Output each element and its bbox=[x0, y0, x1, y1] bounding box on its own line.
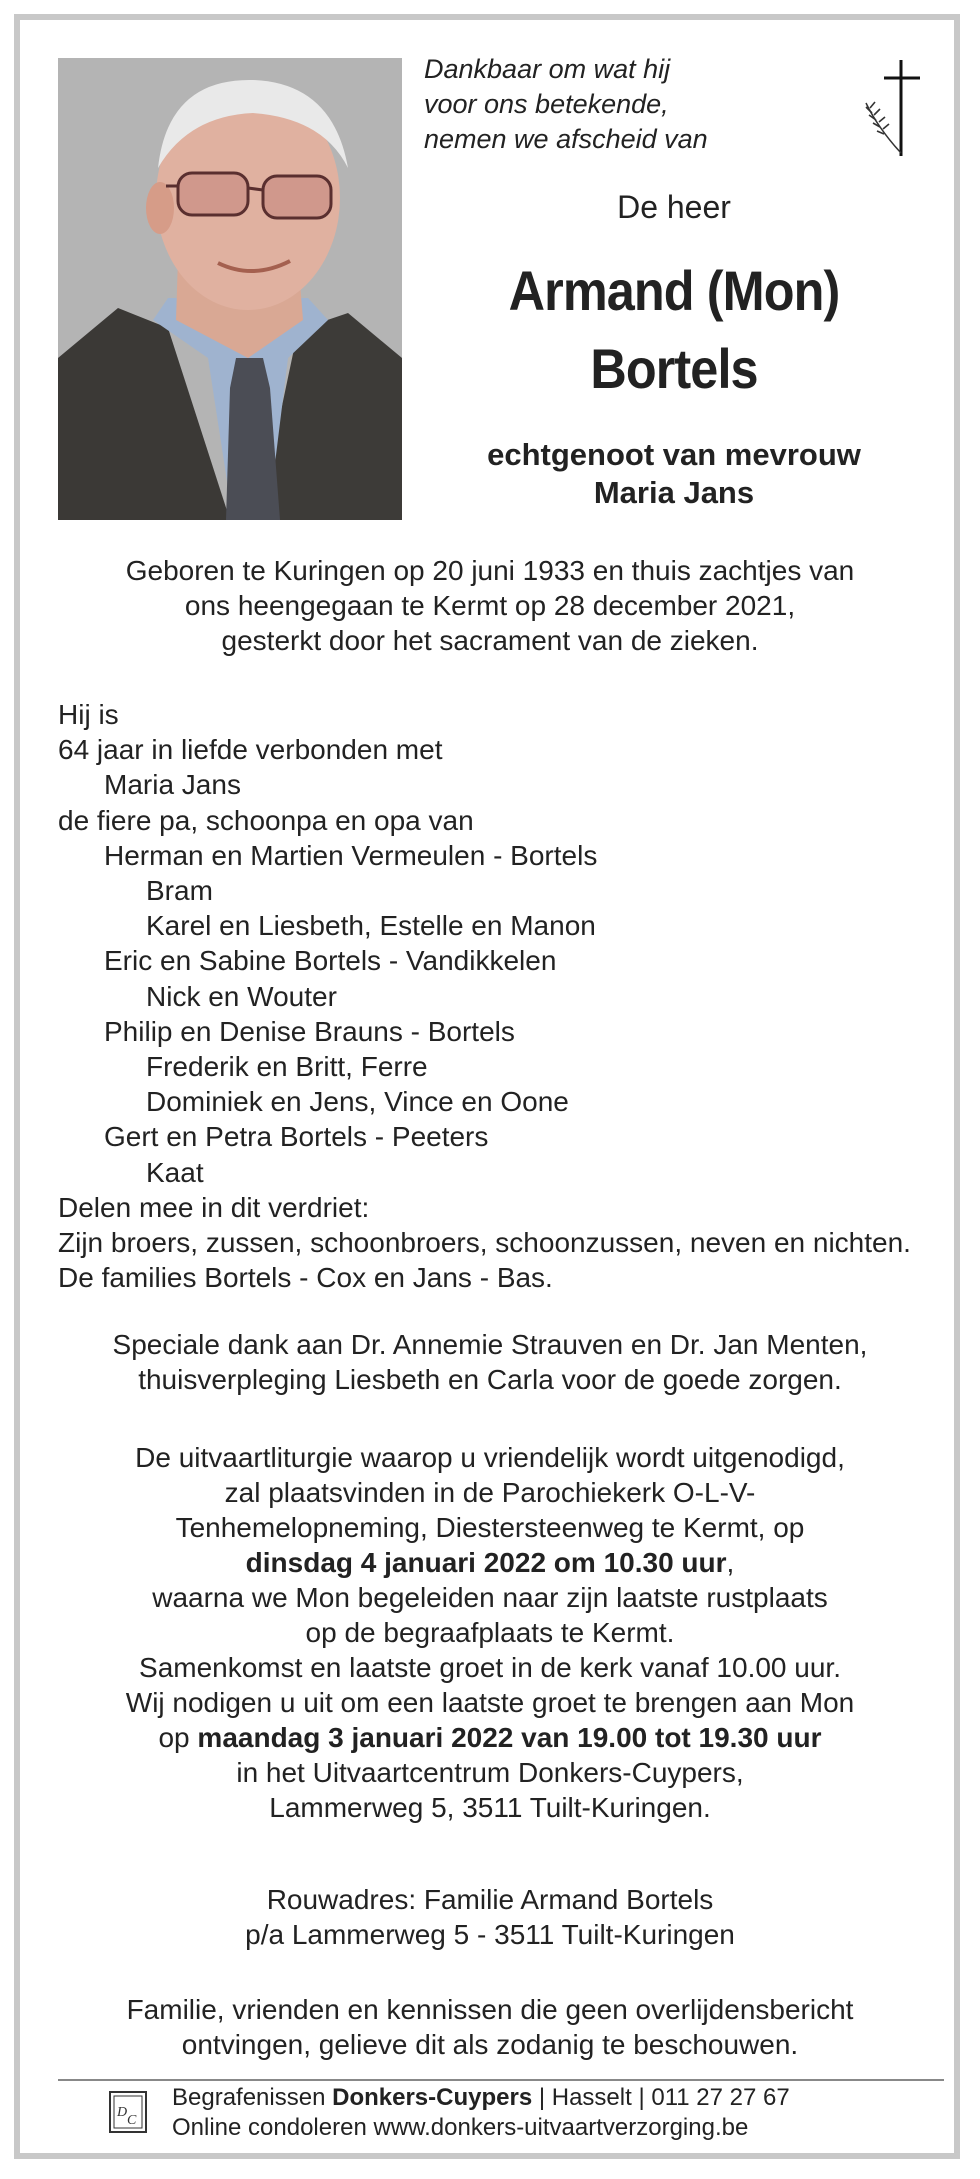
spouse-line: Maria Jans bbox=[593, 475, 755, 510]
liturgy-line: op de begraafplaats te Kermt. bbox=[305, 1617, 675, 1648]
footer-online[interactable]: Online condoleren www.donkers-uitvaartverzorging.be bbox=[172, 2114, 749, 2141]
grandchildren: Nick en Wouter bbox=[146, 980, 337, 1012]
closing-line: Familie, vrienden en kennissen die geen overlijdensbericht bbox=[126, 1994, 854, 2025]
marriage-years: 64 jaar in liefde verbonden met bbox=[58, 734, 443, 766]
thanks-text bbox=[40, 1327, 940, 1397]
parent-line: de fiere pa, schoonpa en opa van bbox=[58, 804, 474, 836]
footer-company: Donkers-Cuypers bbox=[332, 2084, 533, 2111]
grandchildren: Frederik en Britt, Ferre bbox=[146, 1051, 428, 1083]
grandchildren: Bram bbox=[146, 875, 213, 907]
footer-prefix: Begrafenissen bbox=[172, 2084, 333, 2111]
opening-text bbox=[424, 52, 754, 157]
liturgy-line: Wij nodigen u uit om een laatste groet te brengen aan Mon bbox=[125, 1687, 855, 1718]
portrait-photo bbox=[58, 58, 402, 520]
funeral-home-logo bbox=[108, 2090, 148, 2134]
child-couple: Philip en Denise Brauns - Bortels bbox=[104, 1015, 515, 1047]
funeral-date-bold: dinsdag 4 januari 2022 om 10.30 uur bbox=[245, 1547, 727, 1578]
grandchildren: Kaat bbox=[146, 1156, 204, 1188]
liturgy-line: Samenkomst en laatste groet in de kerk vanaf 10.00 uur. bbox=[139, 1652, 841, 1683]
address-line: Rouwadres: Familie Armand Bortels bbox=[266, 1884, 714, 1915]
child-couple: Gert en Petra Bortels - Peeters bbox=[104, 1121, 489, 1153]
thanks-line: Speciale dank aan Dr. Annemie Strauven en Dr. Jan Menten, bbox=[112, 1329, 868, 1360]
svg-text:D: D bbox=[117, 2105, 128, 2120]
liturgy-line: in het Uitvaartcentrum Donkers-Cuypers, bbox=[236, 1757, 744, 1788]
funeral-date-suffix: , bbox=[726, 1547, 735, 1578]
family-intro: Hij is bbox=[58, 699, 119, 730]
families-line: De families Bortels - Cox en Jans - Bas. bbox=[58, 1262, 553, 1294]
closing-line: ontvingen, gelieve dit als zodanig te beschouwen. bbox=[181, 2029, 799, 2060]
name-line: Armand (Mon) bbox=[508, 259, 840, 322]
svg-text:C: C bbox=[127, 2113, 137, 2128]
birth-line: gesterkt door het sacrament van de zieken. bbox=[221, 625, 759, 656]
liturgy-line: Lammerweg 5, 3511 Tuilt-Kuringen. bbox=[269, 1792, 711, 1823]
opening-line: voor ons betekende, bbox=[424, 89, 669, 119]
grandchildren: Dominiek en Jens, Vince en Oone bbox=[146, 1086, 569, 1118]
footer-company-line bbox=[172, 2083, 790, 2113]
deceased-name bbox=[449, 252, 899, 408]
birth-line: ons heengegaan te Kermt op 28 december 2021, bbox=[184, 590, 796, 621]
liturgy-line: waarna we Mon begeleiden naar zijn laatste rustplaats bbox=[152, 1582, 828, 1613]
visitation-prefix: op bbox=[158, 1722, 198, 1753]
footer bbox=[172, 2083, 790, 2143]
liturgy-line: Tenhemelopneming, Diestersteenweg te Kermt, op bbox=[175, 1512, 805, 1543]
siblings-line: Zijn broers, zussen, schoonbroers, schoonzussen, neven en nichten. bbox=[58, 1227, 911, 1259]
liturgy-line: De uitvaartliturgie waarop u vriendelijk wordt uitgenodigd, bbox=[135, 1442, 845, 1473]
opening-line: nemen we afscheid van bbox=[424, 124, 708, 154]
liturgy-line: zal plaatsvinden in de Parochiekerk O-L-V- bbox=[224, 1477, 756, 1508]
spouse-info bbox=[424, 436, 924, 512]
cross-icon bbox=[858, 58, 930, 158]
honorific: De heer bbox=[617, 189, 731, 225]
funeral-details bbox=[40, 1440, 940, 1825]
closing-text bbox=[40, 1992, 940, 2062]
visitation-date bbox=[40, 1720, 940, 1755]
spouse-name: Maria Jans bbox=[104, 769, 241, 801]
opening-line: Dankbaar om wat hij bbox=[424, 54, 671, 84]
name-line: Bortels bbox=[590, 337, 758, 400]
spouse-line: echtgenoot van mevrouw bbox=[487, 437, 861, 472]
family-list bbox=[58, 697, 938, 1295]
address-line: p/a Lammerweg 5 - 3511 Tuilt-Kuringen bbox=[245, 1919, 735, 1950]
footer-contact: | Hasselt | 011 27 27 67 bbox=[532, 2084, 790, 2111]
funeral-date bbox=[40, 1545, 940, 1580]
mourning-address bbox=[40, 1882, 940, 1952]
birth-line: Geboren te Kuringen op 20 juni 1933 en thuis zachtjes van bbox=[125, 555, 855, 586]
birth-death-text bbox=[40, 553, 940, 658]
grandchildren: Karel en Liesbeth, Estelle en Manon bbox=[146, 910, 596, 942]
thanks-line: thuisverpleging Liesbeth en Carla voor de goede zorgen. bbox=[138, 1364, 842, 1395]
child-couple: Herman en Martien Vermeulen - Bortels bbox=[104, 839, 598, 871]
footer-divider bbox=[58, 2079, 944, 2081]
child-couple: Eric en Sabine Bortels - Vandikkelen bbox=[104, 945, 557, 977]
visitation-date-bold: maandag 3 januari 2022 van 19.00 tot 19.30 uur bbox=[197, 1722, 822, 1753]
sorrow-intro: Delen mee in dit verdriet: bbox=[58, 1191, 370, 1223]
